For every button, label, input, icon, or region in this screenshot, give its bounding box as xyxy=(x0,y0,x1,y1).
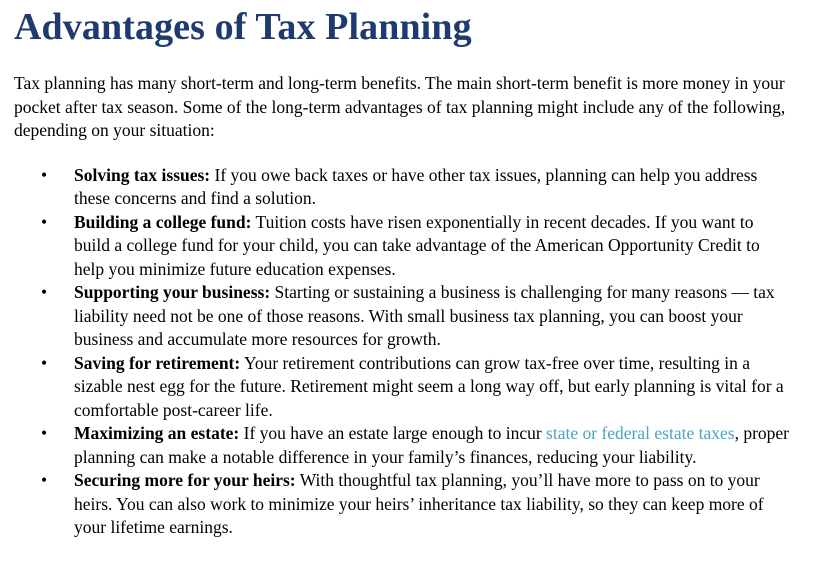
bullet-icon: • xyxy=(41,352,48,373)
list-item-heading: Supporting your business: xyxy=(74,282,271,302)
list-item-text: Tuition costs have risen exponentially in recent decades. If you want to build a college fund for your child, you can take advantage of the American Opportunity Credit to help you minimize future education expenses. xyxy=(74,211,760,279)
bullet-icon: • xyxy=(41,211,48,232)
list-item-maximizing-estate xyxy=(14,422,792,469)
page-title: Advantages of Tax Planning xyxy=(14,6,472,48)
list-item-heading: Saving for retirement: xyxy=(74,352,241,373)
list-item-text: With thoughtful tax planning, you’ll have more to pass on to your heirs. You can also work to minimize your heirs’ inheritance tax liability, so they can keep more of your lifetime earnings. xyxy=(74,470,764,537)
list-item-text-before: If you have an estate large enough to incur xyxy=(239,423,547,443)
bullet-icon: • xyxy=(41,423,48,443)
list-item-solving-tax-issues xyxy=(14,164,792,211)
list-item-supporting-business xyxy=(14,281,792,352)
list-item-heading: Solving tax issues: xyxy=(74,164,211,185)
bullet-icon: • xyxy=(41,282,48,302)
list-item-text: Starting or sustaining a business is challenging for many reasons — tax liability need not be one of those reasons. With small business tax planning, you can boost your business and accumulate more resources for growth. xyxy=(74,282,775,349)
list-item-text: Your retirement contributions can grow tax-free over time, resulting in a sizable nest egg for the future. Retirement might seem a long way off, but early planning is vital for a comfortable post-career life. xyxy=(74,352,784,420)
intro-paragraph: Tax planning has many short-term and long-term benefits. The main short-term benefit is more money in your pocket after tax season. Some of the long-term advantages of tax planning might include any of the following, depending on your situation: xyxy=(14,73,786,140)
estate-taxes-link[interactable]: state or federal estate taxes xyxy=(546,423,735,443)
list-item-securing-for-heirs xyxy=(14,469,792,540)
bullet-icon: • xyxy=(41,164,48,185)
list-item-heading: Securing more for your heirs: xyxy=(74,470,296,490)
list-item-building-college-fund xyxy=(14,211,792,282)
document-page xyxy=(14,0,799,540)
list-item-heading: Maximizing an estate: xyxy=(74,423,240,443)
bullet-icon: • xyxy=(41,470,48,490)
benefits-list xyxy=(14,164,799,540)
list-item-text: If you owe back taxes or have other tax issues, planning can help you address these concerns and find a solution. xyxy=(74,164,758,208)
list-item-saving-for-retirement xyxy=(14,352,792,423)
list-item-heading: Building a college fund: xyxy=(74,211,252,232)
list-item-text-after: , proper planning can make a notable difference in your family’s finances, reducing your liability. xyxy=(74,423,789,467)
